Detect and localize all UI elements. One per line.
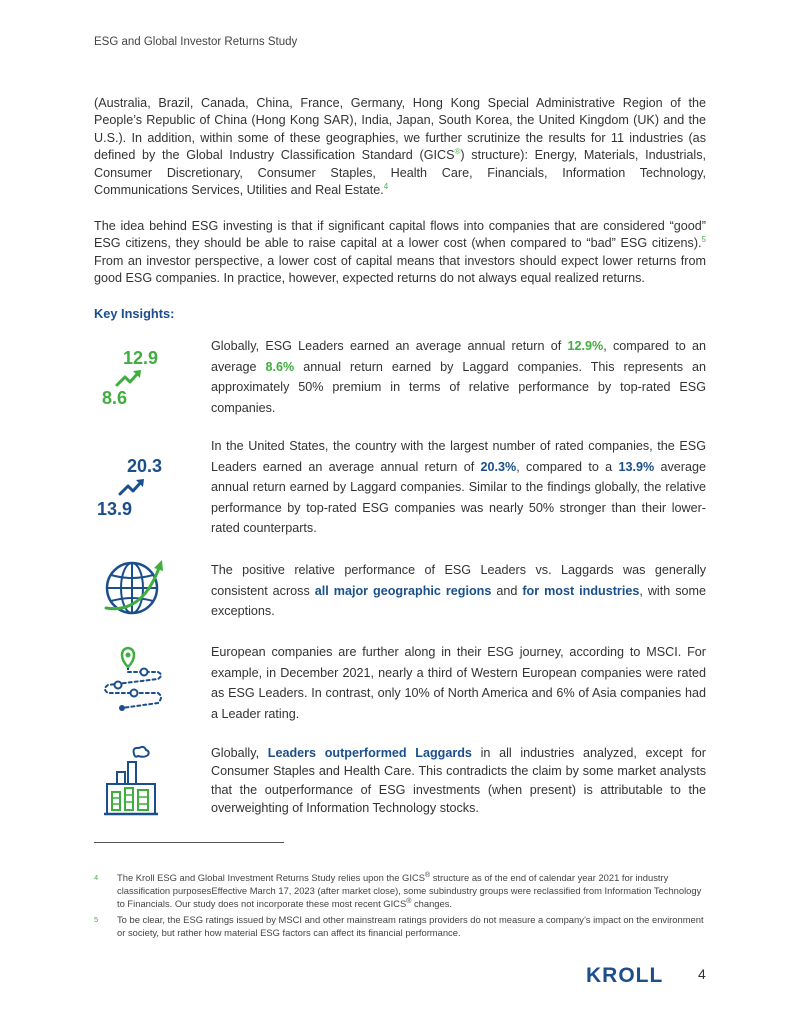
trend-up-arrow-icon — [96, 453, 176, 526]
intro-paragraph-1: (Australia, Brazil, Canada, China, France, Germany, Hong Kong Special Administrative Region of the People’s Republic of China (Hong Kong SAR), India, Japan, South Korea, the United Kingdom (UK) and the U.S.). In addition, within some of these geographies, we further scrutinize the results for 11 industries (as defined by the Global Industry Classification Standard (GICS®) structure): Energy, Materials, Industrials, Consumer Discretionary, Consumer Staples, Health Care, Financials, Information Technology, Communications Services, Utilities and Real Estate.$^4$ — [94, 96, 706, 198]
globe-icon — [102, 556, 166, 625]
trend-up-arrow-icon — [100, 342, 172, 415]
footnote-ref-5[interactable]: 5 — [701, 235, 706, 245]
footnote-number: 4 — [94, 873, 99, 882]
footnote-divider — [94, 842, 284, 843]
intro-paragraph-2: The idea behind ESG investing is that if significant capital flows into companies that are considered “good” ESG citizens, they should be able to raise capital at a lower cost (when compared to “bad” ESG citizens).$^5$ From an investor perspective, a lower cost of capital means that investors should expect lower returns from good ESG companies. In practice, however, expected returns do not always equal realized returns. — [94, 219, 706, 286]
route-map-icon — [100, 645, 170, 718]
insight-5-text: Globally, Leaders outperformed Laggards in all industries analyzed, except for Consumer Staples and Health Care. This contradicts the claim by some market analysts that the outperformance of ESG investments (when present) is attributable to the overweighting of Information Technology stocks. — [211, 746, 707, 816]
svg-text:20.3: 20.3 — [127, 456, 163, 476]
svg-text:13.9: 13.9 — [97, 499, 133, 519]
kroll-logo — [586, 962, 666, 991]
insight-3-text: The positive relative performance of ESG Leaders vs. Laggards was generally consistent across all major geographic regions and for most industries, with some exceptions. — [211, 563, 706, 619]
footnote-ref-4[interactable]: 4 — [383, 181, 389, 191]
running-header: ESG and Global Investor Returns Study — [94, 36, 298, 48]
footnote-number: 5 — [94, 915, 99, 924]
svg-text:KROLL: KROLL — [586, 964, 664, 986]
insight-4-text: European companies are further along in their ESG journey, according to MSCI. For example, in December 2021, nearly a third of Western European companies were rated as ESG Leaders. In contrast, only 10% of North America and 6% of Asia companies had a Leader rating. — [211, 645, 706, 721]
insight-1-text: Globally, ESG Leaders earned an average annual return of 12.9%, compared to an average 8.6% annual return earned by Laggard companies. This represents an approximately 50% premium in terms of relative performance by top-rated ESG companies. — [211, 339, 706, 415]
key-insights-title: Key Insights: — [94, 306, 175, 321]
factory-icon — [104, 744, 160, 823]
svg-text:12.9: 12.9 — [123, 348, 159, 368]
page-number: 4 — [698, 966, 706, 982]
registered-mark: ® — [454, 147, 461, 157]
footnote-5: 5 To be clear, the ESG ratings issued by MSCI and other mainstream ratings providers do not measure a company’s impact on the environment or society, but rather how material ESG factors can affect its financial performance. — [94, 914, 704, 939]
svg-text:8.6: 8.6 — [102, 388, 128, 408]
insight-2-text: In the United States, the country with the largest number of rated companies, the ESG Leaders earned an average annual return of 20.3%, compared to a 13.9% average annual return earned by Laggard companies. Similar to the findings globally, the relative performance by top-rated ESG companies was nearly 50% stronger than their lower-rated counterparts. — [211, 439, 706, 536]
footnote-4: 4 The Kroll ESG and Global Investment Returns Study relies upon the GICS® structure as of the end of calendar year 2021 for industry classification purposesEffective March 17, 2023 (after market close), some subindustry groups were reclassified from Information Technology to Financials. Our study does not incorporate these most recent GICS® changes. — [94, 871, 702, 910]
